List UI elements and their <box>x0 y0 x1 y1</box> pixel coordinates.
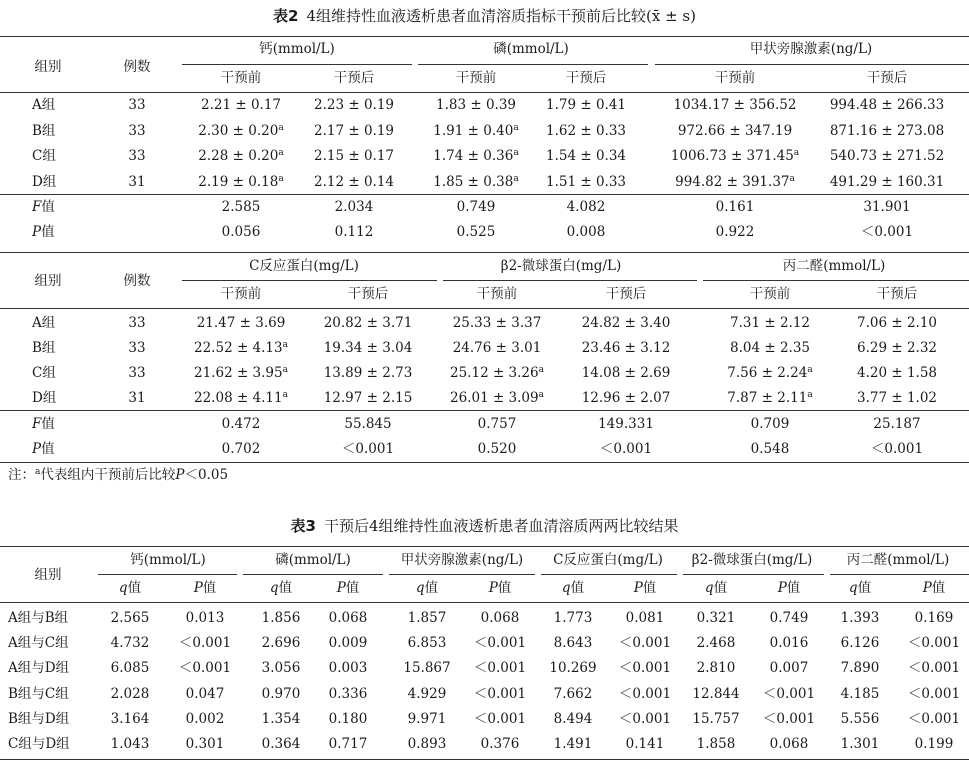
p1-row-group: B组 <box>32 123 56 139</box>
p1-cell: 1.79 ± 0.41 <box>545 97 627 113</box>
p2-cell: 4.20 ± 1.58 <box>856 365 938 381</box>
stat-symbol: q <box>118 580 128 596</box>
p2-stat-cell: 149.331 <box>598 416 654 432</box>
sup-mark: a <box>513 123 519 133</box>
p1-stat-cell: ＜0.001 <box>860 224 914 240</box>
sup-mark: a <box>513 148 519 158</box>
p1-row-n: 31 <box>128 174 146 190</box>
stat-symbol: P <box>777 580 787 596</box>
t3-p-header <box>489 579 512 597</box>
t3-row-group: B组与C组 <box>8 685 69 702</box>
t3-cell: 4.929 <box>407 685 447 702</box>
t3-cell: 0.047 <box>185 685 225 702</box>
stat-symbol: P <box>336 580 346 596</box>
t3-group-header: 组别 <box>34 567 62 583</box>
p2-sub-header: 干预前 <box>476 286 518 302</box>
t3-metric-header: 甲状旁腺激素(ng/L) <box>400 552 524 568</box>
p1-cell: 994.48 ± 266.33 <box>829 97 945 113</box>
p1-metric-header: 钙(mmol/L) <box>259 41 335 57</box>
stat-suffix: 值 <box>278 580 293 596</box>
table3-caption-text: 干预后4组维持性血液透析患者血清溶质两两比较结果 <box>323 517 679 535</box>
t3-cell: 2.565 <box>110 610 150 626</box>
p1-cell: 491.29 ± 160.31 <box>829 174 945 190</box>
t3-cell: 0.169 <box>914 610 954 626</box>
p1-cell: 2.12 ± 0.14 <box>313 174 395 190</box>
p2-cell: 6.29 ± 2.32 <box>856 340 938 356</box>
t3-cell: 1.858 <box>696 736 736 752</box>
t3-head-rule <box>0 602 969 603</box>
t3-p-header <box>194 579 217 597</box>
note-p: P <box>175 467 185 483</box>
t3-cell: 0.141 <box>625 736 665 752</box>
table2-caption-text: 4组维持性血液透析患者血清溶质指标干预前后比较(x̄ ± s) <box>306 7 696 25</box>
p2-row-group: D组 <box>32 390 57 406</box>
p2-cell: 25.33 ± 3.37 <box>452 315 542 331</box>
p1-stat-cell: 0.922 <box>715 224 755 240</box>
t3-cell: 7.662 <box>553 685 593 702</box>
t3-cell: 1.856 <box>261 610 301 626</box>
t3-cell: ＜0.001 <box>618 660 672 677</box>
t3-cell: 8.643 <box>553 635 593 652</box>
p1-stat-cell: 4.082 <box>566 199 606 215</box>
p2-cell: 23.46 ± 3.12 <box>581 340 671 356</box>
t3-cell: 0.068 <box>480 610 520 626</box>
p1-sub-header: 干预前 <box>714 70 756 86</box>
t3-cell: 0.068 <box>769 736 809 752</box>
t3-cell: 0.180 <box>328 710 368 727</box>
stat-suffix: 值 <box>931 580 946 596</box>
t3-cell: 0.007 <box>769 660 809 677</box>
stat-suffix: 值 <box>127 580 142 596</box>
t3-q-header <box>119 579 141 597</box>
sup-mark: a <box>513 174 519 184</box>
p1-stat-cell: 0.749 <box>456 199 496 215</box>
p2-cell: 3.77 ± 1.02 <box>856 390 938 406</box>
t3-cell: 7.890 <box>840 660 880 677</box>
p2-cell: 22.08 ± 4.11$^a$ <box>194 390 288 406</box>
p2-metric-header: 丙二醛(mmol/L) <box>782 258 886 274</box>
p2-cell: 24.76 ± 3.01 <box>452 340 542 356</box>
t3-cell: 2.028 <box>110 685 150 702</box>
p1-cell: 2.28 ± 0.20$^a$ <box>198 148 284 164</box>
p1-stat-cell: 0.008 <box>566 224 606 240</box>
note-sup-mark: a <box>35 467 41 477</box>
p1-stat-cell: 31.901 <box>863 199 911 215</box>
note-prefix: 注： <box>8 467 35 483</box>
note-text: 代表组内干预前后比较 <box>40 467 176 483</box>
p2-stat-cell: 0.757 <box>477 416 517 432</box>
table2-caption-label: 表2 <box>273 7 299 25</box>
t3-cell: 0.081 <box>625 610 665 626</box>
t3-cell: 1.857 <box>407 610 447 626</box>
p1-cell: 2.30 ± 0.20$^a$ <box>198 123 284 139</box>
p2-row-n: 33 <box>128 315 146 331</box>
p1-cell: 2.21 ± 0.17 <box>200 97 282 113</box>
t3-cell: 5.556 <box>840 710 880 727</box>
t3-cell: 0.016 <box>769 635 809 652</box>
p1-cell: 2.23 ± 0.19 <box>313 97 395 113</box>
sup-mark: a <box>278 174 284 184</box>
t3-cell: ＜0.001 <box>618 685 672 702</box>
t3-cell: 1.491 <box>553 736 593 752</box>
t3-cell: ＜0.001 <box>907 710 961 727</box>
p1-cell: 1.54 ± 0.34 <box>545 148 627 164</box>
stat-suffix: 值 <box>786 580 801 596</box>
t3-span-rule <box>243 574 383 575</box>
t3-cell: ＜0.001 <box>473 660 527 677</box>
t3-metric-header: 丙二醛(mmol/L) <box>846 552 950 568</box>
p1-cell: 972.66 ± 347.19 <box>677 123 793 139</box>
t3-cell: 1.393 <box>840 610 880 626</box>
t3-cell: 0.013 <box>185 610 225 626</box>
table3-caption-label: 表3 <box>290 517 316 535</box>
p2-row-group: C组 <box>32 365 56 381</box>
stat-suffix: 值 <box>424 580 439 596</box>
p1-row-group: A组 <box>32 97 56 113</box>
p1-cell: 871.16 ± 273.08 <box>829 123 945 139</box>
stat-suffix: 值 <box>570 580 585 596</box>
t3-p-header <box>634 579 657 597</box>
p2-cell: 7.31 ± 2.12 <box>729 315 811 331</box>
t3-cell: 0.321 <box>696 610 736 626</box>
p1-cell: 1.74 ± 0.36$^a$ <box>433 148 519 164</box>
t3-cell: 15.867 <box>403 660 451 677</box>
p1-stat-cell: 0.112 <box>334 224 374 240</box>
sup-mark: a <box>538 390 544 400</box>
p1-cell: 540.73 ± 271.52 <box>829 148 945 164</box>
t3-cell: 0.009 <box>328 635 368 652</box>
t3-q-header <box>849 579 871 597</box>
p2-stat-cell: 0.472 <box>221 416 261 432</box>
p2-stat-cell: 55.845 <box>344 416 392 432</box>
p1-stat-cell: 0.161 <box>715 199 755 215</box>
p1-cell: 2.19 ± 0.18$^a$ <box>198 174 284 190</box>
p2-sub-header: 干预后 <box>876 286 918 302</box>
p2-stat-cell: 0.520 <box>477 441 517 457</box>
t3-cell: 0.068 <box>328 610 368 626</box>
p2-cell: 21.62 ± 3.95$^a$ <box>194 365 288 381</box>
label-italic: F <box>32 199 42 215</box>
t3-cell: 1.773 <box>553 610 593 626</box>
stat-symbol: P <box>922 580 932 596</box>
label-italic: P <box>32 224 42 240</box>
t3-span-rule <box>389 574 535 575</box>
t3-cell: 0.002 <box>185 710 225 727</box>
sup-mark: a <box>789 174 795 184</box>
t3-bottom-rule <box>0 759 969 760</box>
p2-sub-header: 干预前 <box>749 286 791 302</box>
sup-mark: a <box>282 390 288 400</box>
p1-cell: 1.62 ± 0.33 <box>545 123 627 139</box>
t3-row-group: B组与D组 <box>8 710 70 727</box>
p1-cell: 2.15 ± 0.17 <box>313 148 395 164</box>
sup-mark: a <box>282 365 288 375</box>
t3-cell: ＜0.001 <box>178 635 232 652</box>
p2-cell: 14.08 ± 2.69 <box>581 365 671 381</box>
p1-metric-header: 甲状旁腺激素(ng/L) <box>749 41 873 57</box>
stat-symbol: q <box>561 580 571 596</box>
p2-row-n: 31 <box>128 390 146 406</box>
stat-suffix: 值 <box>642 580 657 596</box>
stat-suffix: 值 <box>857 580 872 596</box>
t3-cell: 2.810 <box>696 660 736 677</box>
t3-q-header <box>562 579 584 597</box>
t3-metric-header: 钙(mmol/L) <box>130 552 206 568</box>
p2-row-n: 33 <box>128 340 146 356</box>
p2-row-group: A组 <box>32 315 56 331</box>
p1-cell: 1006.73 ± 371.45$^a$ <box>670 148 800 164</box>
label-italic: P <box>32 441 42 457</box>
p2-stat-cell: ＜0.001 <box>599 441 653 457</box>
p2-stat-cell: 25.187 <box>873 416 921 432</box>
t3-cell: 4.732 <box>110 635 150 652</box>
stat-symbol: q <box>415 580 425 596</box>
p2-cell: 20.82 ± 3.71 <box>323 315 413 331</box>
p1-stat-cell: 0.056 <box>221 224 261 240</box>
p2-stat-cell: 0.702 <box>221 441 261 457</box>
t3-cell: ＜0.001 <box>907 685 961 702</box>
t3-top-rule <box>0 546 969 547</box>
t3-cell: 3.164 <box>110 710 150 727</box>
stat-suffix: 值 <box>497 580 512 596</box>
p1-sub-header: 干预后 <box>866 70 908 86</box>
p1-stat-cell: 2.034 <box>334 199 374 215</box>
t3-cell: 0.717 <box>328 736 368 752</box>
p1-cell: 1.83 ± 0.39 <box>435 97 517 113</box>
t3-cell: 0.970 <box>261 685 301 702</box>
label-rest: 值 <box>41 441 55 457</box>
t3-cell: 0.364 <box>261 736 301 752</box>
t3-cell: 10.269 <box>549 660 597 677</box>
t3-cell: 4.185 <box>840 685 880 702</box>
t3-p-header <box>337 579 360 597</box>
t3-cell: ＜0.001 <box>762 685 816 702</box>
sup-mark: a <box>278 148 284 158</box>
t3-cell: 2.468 <box>696 635 736 652</box>
t3-cell: ＜0.001 <box>473 635 527 652</box>
p2-cell: 21.47 ± 3.69 <box>196 315 286 331</box>
p1-cell: 1.91 ± 0.40$^a$ <box>433 123 519 139</box>
stat-suffix: 值 <box>345 580 360 596</box>
t3-cell: 0.003 <box>328 660 368 677</box>
p2-sub-header: 干预后 <box>605 286 647 302</box>
t3-cell: 0.749 <box>769 610 809 626</box>
t3-cell: 12.844 <box>692 685 740 702</box>
stat-symbol: P <box>488 580 498 596</box>
p2-group-header: 组别 <box>34 273 62 289</box>
t3-q-header <box>270 579 292 597</box>
p2-cell: 19.34 ± 3.04 <box>323 340 413 356</box>
stat-symbol: q <box>848 580 858 596</box>
t3-cell: ＜0.001 <box>907 660 961 677</box>
t3-q-header <box>416 579 438 597</box>
p1-sub-header: 干预前 <box>455 70 497 86</box>
p1-n-header: 例数 <box>123 59 151 75</box>
p1-cell: 1.85 ± 0.38$^a$ <box>433 174 519 190</box>
t3-cell: ＜0.001 <box>473 710 527 727</box>
p1-row-group: C组 <box>32 148 56 164</box>
sup-mark: a <box>282 340 288 350</box>
t3-metric-header: β2-微球蛋白(mg/L) <box>691 552 813 568</box>
t3-row-group: A组与D组 <box>8 660 70 677</box>
t3-row-group: A组与B组 <box>8 610 69 626</box>
t3-cell: 0.336 <box>328 685 368 702</box>
sup-mark: a <box>538 365 544 375</box>
t3-cell: 3.056 <box>261 660 301 677</box>
p1-row-n: 33 <box>128 148 146 164</box>
stat-suffix: 值 <box>202 580 217 596</box>
p2-stat-cell: ＜0.001 <box>341 441 395 457</box>
p2-n-header: 例数 <box>123 273 151 289</box>
p1-cell: 1.51 ± 0.33 <box>545 174 627 190</box>
p1-cell: 994.82 ± 391.37$^a$ <box>675 174 795 190</box>
t3-cell: 6.126 <box>840 635 880 652</box>
t3-cell: 0.893 <box>407 736 447 752</box>
note-tail: ＜0.05 <box>184 467 229 483</box>
p1-stat-cell: 0.525 <box>456 224 496 240</box>
p2-stat-cell: 0.709 <box>750 416 790 432</box>
p2-cell: 24.82 ± 3.40 <box>581 315 671 331</box>
stat-symbol: q <box>269 580 279 596</box>
p1-group-header: 组别 <box>34 59 62 75</box>
stat-symbol: q <box>704 580 714 596</box>
t3-cell: 0.301 <box>185 736 225 752</box>
t3-cell: 0.199 <box>914 736 954 752</box>
t3-cell: 0.376 <box>480 736 520 752</box>
t3-p-header <box>778 579 801 597</box>
stat-suffix: 值 <box>713 580 728 596</box>
t3-span-rule <box>830 574 969 575</box>
t3-cell: 1.354 <box>261 710 301 727</box>
p1-row-n: 33 <box>128 97 146 113</box>
p2-metric-header: β2-微球蛋白(mg/L) <box>500 258 622 274</box>
t3-row-group: A组与C组 <box>8 635 69 652</box>
stat-symbol: P <box>193 580 203 596</box>
p2-metric-header: C反应蛋白(mg/L) <box>249 258 359 274</box>
p2-stat-cell: ＜0.001 <box>870 441 924 457</box>
p2-row-group: B组 <box>32 340 56 356</box>
p1-row-group: D组 <box>32 174 57 190</box>
p2-stat-cell: 0.548 <box>750 441 790 457</box>
stat-symbol: P <box>633 580 643 596</box>
t3-cell: 15.757 <box>692 710 740 727</box>
p1-sub-header: 干预后 <box>333 70 375 86</box>
p1-sub-header: 干预后 <box>565 70 607 86</box>
p2-cell: 22.52 ± 4.13$^a$ <box>194 340 288 356</box>
label-rest: 值 <box>41 224 55 240</box>
sup-mark: a <box>807 365 813 375</box>
t3-cell: 9.971 <box>407 710 447 727</box>
sup-mark: a <box>793 148 800 158</box>
label-rest: 值 <box>41 416 55 432</box>
t3-row-group: C组与D组 <box>8 736 70 752</box>
p1-cell: 1034.17 ± 356.52 <box>673 97 797 113</box>
t3-q-header <box>705 579 727 597</box>
p1-cell: 2.17 ± 0.19 <box>313 123 395 139</box>
t3-cell: 1.301 <box>840 736 880 752</box>
t3-cell: ＜0.001 <box>618 710 672 727</box>
p2-cell: 7.87 ± 2.11$^a$ <box>727 390 813 406</box>
p2-cell: 12.96 ± 2.07 <box>581 390 671 406</box>
t3-cell: ＜0.001 <box>907 635 961 652</box>
t3-metric-header: 磷(mmol/L) <box>275 552 351 568</box>
p2-sub-header: 干预前 <box>220 286 262 302</box>
label-rest: 值 <box>41 199 55 215</box>
t3-cell: 6.853 <box>407 635 447 652</box>
p2-sub-header: 干预后 <box>347 286 389 302</box>
p1-sub-header: 干预前 <box>220 70 262 86</box>
t3-cell: 8.494 <box>553 710 593 727</box>
t3-cell: ＜0.001 <box>618 635 672 652</box>
t3-cell: ＜0.001 <box>473 685 527 702</box>
p2-cell: 8.04 ± 2.35 <box>729 340 811 356</box>
t3-p-header <box>923 579 946 597</box>
label-italic: F <box>32 416 42 432</box>
t3-span-rule <box>683 574 824 575</box>
p1-metric-header: 磷(mmol/L) <box>493 41 569 57</box>
p2-cell: 7.06 ± 2.10 <box>856 315 938 331</box>
p2-cell: 13.89 ± 2.73 <box>323 365 413 381</box>
p2-cell: 26.01 ± 3.09$^a$ <box>450 390 544 406</box>
t3-cell: 1.043 <box>110 736 150 752</box>
t3-span-rule <box>541 574 677 575</box>
p2-cell: 7.56 ± 2.24$^a$ <box>727 365 813 381</box>
p2-row-n: 33 <box>128 365 146 381</box>
t3-cell: 6.085 <box>110 660 150 677</box>
t3-metric-header: C反应蛋白(mg/L) <box>553 552 663 568</box>
t3-cell: ＜0.001 <box>762 710 816 727</box>
t3-cell: 2.696 <box>261 635 301 652</box>
p1-stat-cell: 2.585 <box>221 199 261 215</box>
p1-row-n: 33 <box>128 123 146 139</box>
p2-cell: 12.97 ± 2.15 <box>323 390 413 406</box>
t3-cell: ＜0.001 <box>178 660 232 677</box>
p2-cell: 25.12 ± 3.26$^a$ <box>450 365 544 381</box>
t3-span-rule <box>98 574 237 575</box>
sup-mark: a <box>807 390 813 400</box>
sup-mark: a <box>278 123 284 133</box>
